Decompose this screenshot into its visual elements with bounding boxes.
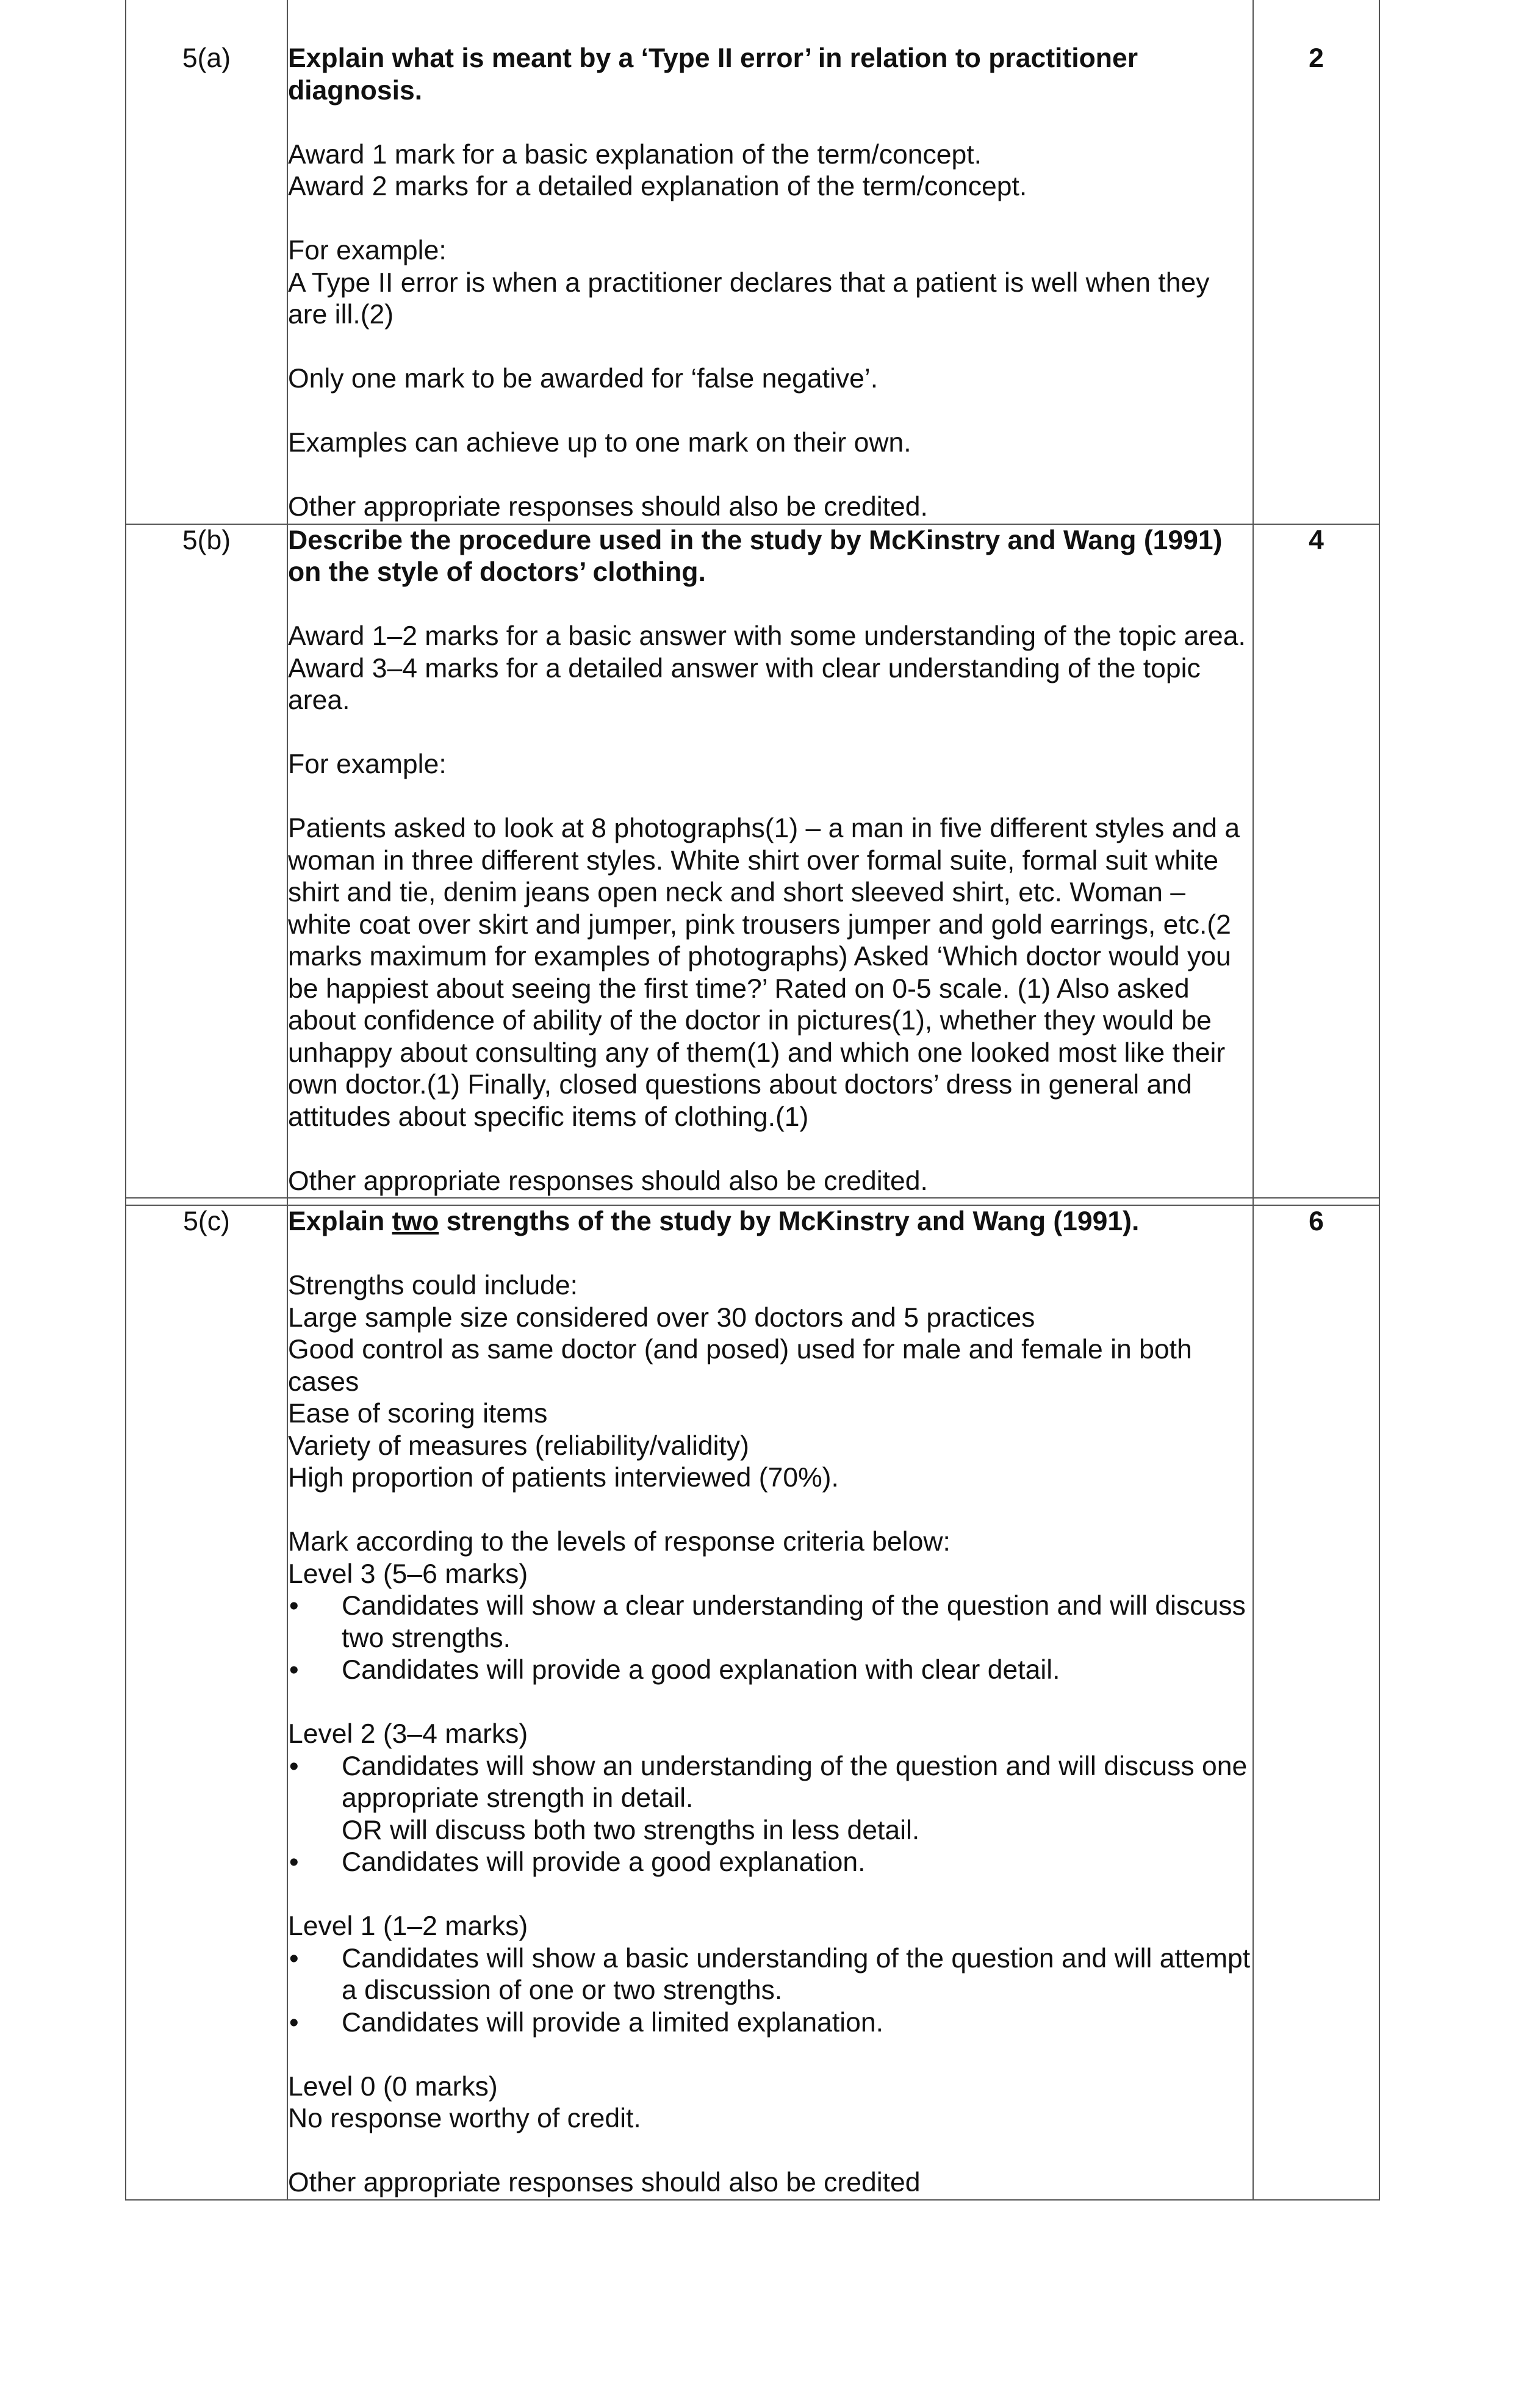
- marking-note: Only one mark to be awarded for ‘false negative’.: [288, 364, 879, 394]
- bullet-icon: •: [289, 1847, 299, 1877]
- level-label: Level 0 (0 marks): [288, 2071, 498, 2102]
- award-criterion: Award 3–4 marks for a detailed answer with clear understanding of the topic area.: [288, 653, 1201, 715]
- question-row-5b: [126, 524, 1379, 1199]
- level-criterion: • Candidates will show an understanding of the question and will discuss one appropriate strength in detail.: [289, 1751, 1248, 1813]
- answer-cell: [287, 524, 1253, 1199]
- strength-item: High proportion of patients interviewed (70%).: [288, 1463, 839, 1493]
- question-heading: Explain what is meant by a ‘Type II error’ in relation to practitioner diagnosis.: [288, 43, 1138, 106]
- level-label: Level 1 (1–2 marks): [288, 1911, 528, 1941]
- level-label: Level 3 (5–6 marks): [288, 1559, 528, 1589]
- question-row-5a: [126, 0, 1379, 524]
- level-criterion: • Candidates will show a basic understanding of the question and will attempt a discussion of one or two strengths.: [289, 1943, 1251, 2005]
- example-answer: Patients asked to look at 8 photographs(1) – a man in five different styles and a woman in three different styles. White shirt over formal suite, formal suit white shirt and tie, denim jeans open neck and short sleeved shirt, etc. Woman – white coat over skirt and jumper, pink trousers jumper and gold earrings, etc.(2 marks maximum for examples of photographs) Asked ‘Which doctor would you be happiest about seeing the first time?’ Rated on 0-5 scale. (1) Also asked about confidence of ability of the doctor in pictures(1), whether they would be unhappy about consulting any of them(1) and which one looked most like their own doctor.(1) Finally, closed questions about doctors’ dress in general and attitudes about specific items of clothing.(1): [288, 813, 1240, 1132]
- question-number: 5(c): [126, 1205, 287, 2200]
- marks-value: 2: [1253, 0, 1379, 524]
- level-criterion: • Candidates will provide a good explanation.: [288, 1847, 1252, 1879]
- question-number: 5(a): [126, 0, 287, 524]
- marks-value: 4: [1253, 524, 1379, 1199]
- bullet-icon: •: [289, 1943, 299, 1974]
- bullet-icon: •: [289, 2007, 299, 2038]
- bullet-icon: •: [289, 1655, 299, 1685]
- question-heading: Explain two strengths of the study by McKinstry and Wang (1991).: [288, 1206, 1140, 1236]
- underlined-word: two: [392, 1206, 439, 1236]
- marks-value: 6: [1253, 1205, 1379, 2200]
- answer-cell: [287, 1205, 1253, 2200]
- mark-scheme-table: [125, 0, 1380, 2201]
- bullet-icon: •: [289, 1591, 299, 1621]
- mark-scheme-page: [125, 0, 1379, 2201]
- bullet-icon: •: [289, 1751, 299, 1781]
- example-answer: A Type II error is when a practitioner declares that a patient is well when they are ill.(2): [288, 267, 1210, 330]
- levels-intro: Mark according to the levels of response criteria below:: [288, 1527, 951, 1557]
- question-heading: Describe the procedure used in the study by McKinstry and Wang (1991) on the style of doctors’ clothing.: [288, 525, 1223, 587]
- level-label: Level 2 (3–4 marks): [288, 1719, 528, 1749]
- strengths-label: Strengths could include:: [288, 1271, 578, 1300]
- level-criteria-list: [288, 1943, 1252, 2039]
- other-responses-note: Other appropriate responses should also be credited.: [288, 492, 928, 522]
- award-criterion: Award 1–2 marks for a basic answer with some understanding of the topic area.: [288, 621, 1246, 651]
- other-responses-note: Other appropriate responses should also be credited: [288, 2168, 921, 2197]
- answer-cell: [287, 0, 1253, 524]
- question-number: 5(b): [126, 524, 287, 1199]
- strength-item: Good control as same doctor (and posed) used for male and female in both cases: [288, 1335, 1192, 1397]
- row-separator: [126, 1198, 1379, 1205]
- level-criteria-list: [288, 1590, 1252, 1687]
- example-label: For example:: [288, 236, 447, 265]
- marking-note: Examples can achieve up to one mark on their own.: [288, 428, 911, 458]
- level-criteria-list: [288, 1847, 1252, 1879]
- question-row-5c: [126, 1205, 1379, 2200]
- strength-item: Ease of scoring items: [288, 1399, 548, 1429]
- level-criteria-list: [288, 1751, 1252, 1815]
- level-criterion: • Candidates will provide a good explanation with clear detail.: [288, 1654, 1252, 1687]
- level-criterion: No response worthy of credit.: [288, 2103, 641, 2133]
- level-criterion-alternative: OR will discuss both two strengths in less detail.: [342, 1815, 920, 1845]
- strength-item: Variety of measures (reliability/validity): [288, 1430, 749, 1461]
- example-label: For example:: [288, 749, 447, 779]
- level-criterion: • Candidates will provide a limited explanation.: [288, 2007, 1252, 2039]
- strength-item: Large sample size considered over 30 doctors and 5 practices: [288, 1302, 1035, 1333]
- award-criterion: Award 1 mark for a basic explanation of the term/concept.: [288, 139, 982, 170]
- other-responses-note: Other appropriate responses should also be credited.: [288, 1166, 928, 1196]
- level-criterion: • Candidates will show a clear understanding of the question and will discuss two strengths.: [289, 1591, 1246, 1653]
- award-criterion: Award 2 marks for a detailed explanation of the term/concept.: [288, 171, 1027, 201]
